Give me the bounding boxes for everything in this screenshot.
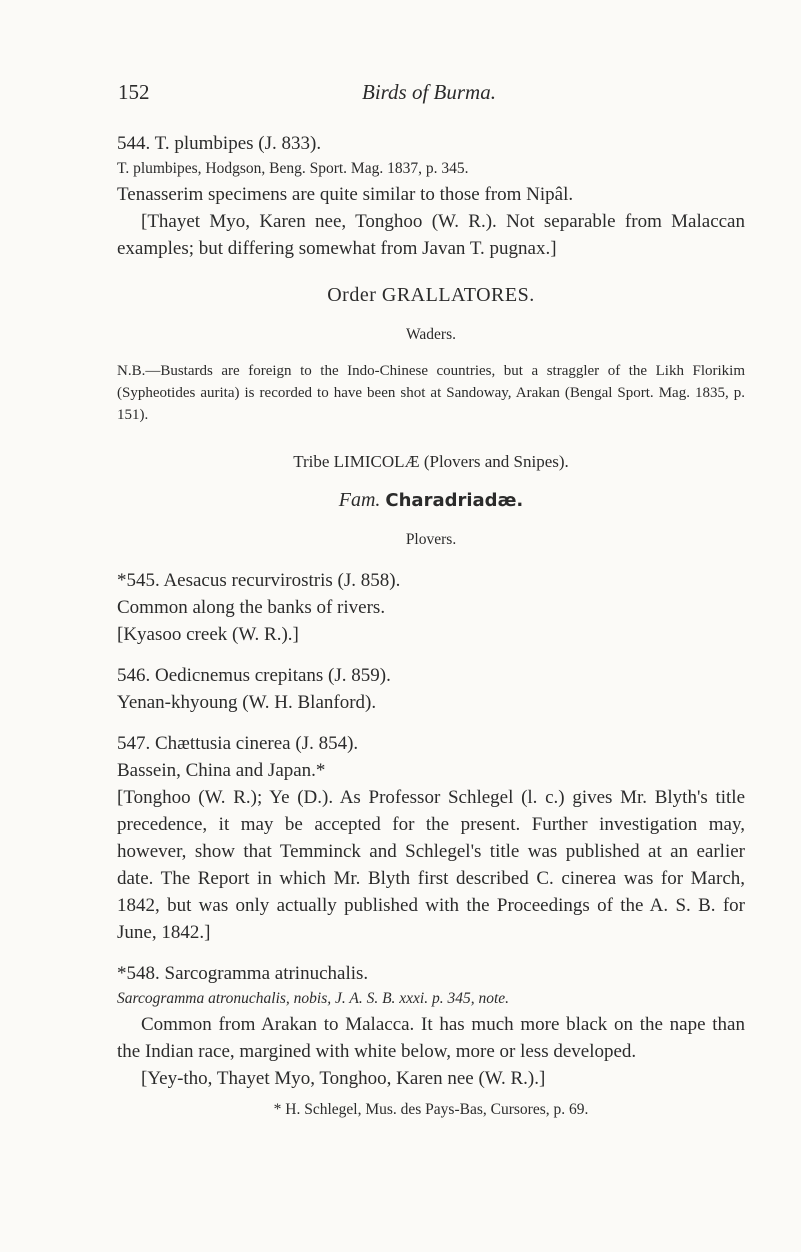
order-common-name: Waders. xyxy=(406,326,456,343)
page-number: 152 xyxy=(118,80,150,104)
tribe-title: Tribe LIMICOLÆ (Plovers and Snipes). xyxy=(293,452,569,471)
footnote: * H. Schlegel, Mus. des Pays-Bas, Cursores, p. 69. xyxy=(273,1101,589,1118)
entry-547-text: Bassein, China and Japan.* xyxy=(117,760,326,781)
entry-548-head: *548. Sarcogramma atrinuchalis. xyxy=(117,963,369,984)
order-nb-note: N.B.—Bustards are foreign to the Indo-Chinese countries, but a straggler of the Likh Florikim (Sypheotides aurita) is recorded to have been shot at Sandoway, Arakan (Bengal Sport. Mag. 1835, p. 151). xyxy=(117,363,745,423)
family-label: Fam. xyxy=(338,489,381,511)
entry-544-synonym: T. plumbipes, Hodgson, Beng. Sport. Mag. 1837, p. 345. xyxy=(117,160,469,177)
entry-544-note: [Thayet Myo, Karen nee, Tonghoo (W. R.). Not separable from Malaccan examples; but differing somewhat from Javan T. pugnax.] xyxy=(117,211,745,259)
family-common-name: Plovers. xyxy=(405,531,457,548)
page-header xyxy=(118,80,740,110)
entry-544-head: 544. T. plumbipes (J. 833). xyxy=(117,133,322,154)
entry-547-note: [Tonghoo (W. R.); Ye (D.). As Professor Schlegel (l. c.) gives Mr. Blyth's title precedence, it may be accepted for the present. Further investigation may, however, show that Temminck and Schlegel's title was published at an earlier date. The Report in which Mr. Blyth first described C. cinerea was for March, 1842, but was only actually published with the Proceedings of the A. S. B. for June, 1842.] xyxy=(117,787,745,943)
entry-548-synonym: Sarcogramma atronuchalis, nobis, J. A. S. B. xxxi. p. 345, note. xyxy=(117,990,510,1007)
entry-545-note: [Kyasoo creek (W. R.).] xyxy=(117,624,299,645)
entry-546-text: Yenan-khyoung (W. H. Blanford). xyxy=(117,692,377,713)
entry-548-text: Common from Arakan to Malacca. It has much more black on the nape than the Indian race, margined with white below, more or less developed. xyxy=(117,1014,745,1062)
entry-545-head: *545. Aesacus recurvirostris (J. 858). xyxy=(117,570,401,591)
family-heading xyxy=(117,487,745,514)
entry-548-note: [Yey-tho, Thayet Myo, Tonghoo, Karen nee (W. R.).] xyxy=(141,1068,546,1089)
entry-545-text: Common along the banks of rivers. xyxy=(117,597,386,618)
family-name: Charadriadæ. xyxy=(385,490,524,511)
entry-547-head: 547. Chættusia cinerea (J. 854). xyxy=(117,733,359,754)
order-title: Order GRALLATORES. xyxy=(327,284,535,306)
running-title: Birds of Burma. xyxy=(362,80,496,104)
entry-546-head: 546. Oedicnemus crepitans (J. 859). xyxy=(117,665,391,686)
entry-544-text: Tenasserim specimens are quite similar to those from Nipâl. xyxy=(117,184,574,205)
page-body xyxy=(117,130,745,1123)
